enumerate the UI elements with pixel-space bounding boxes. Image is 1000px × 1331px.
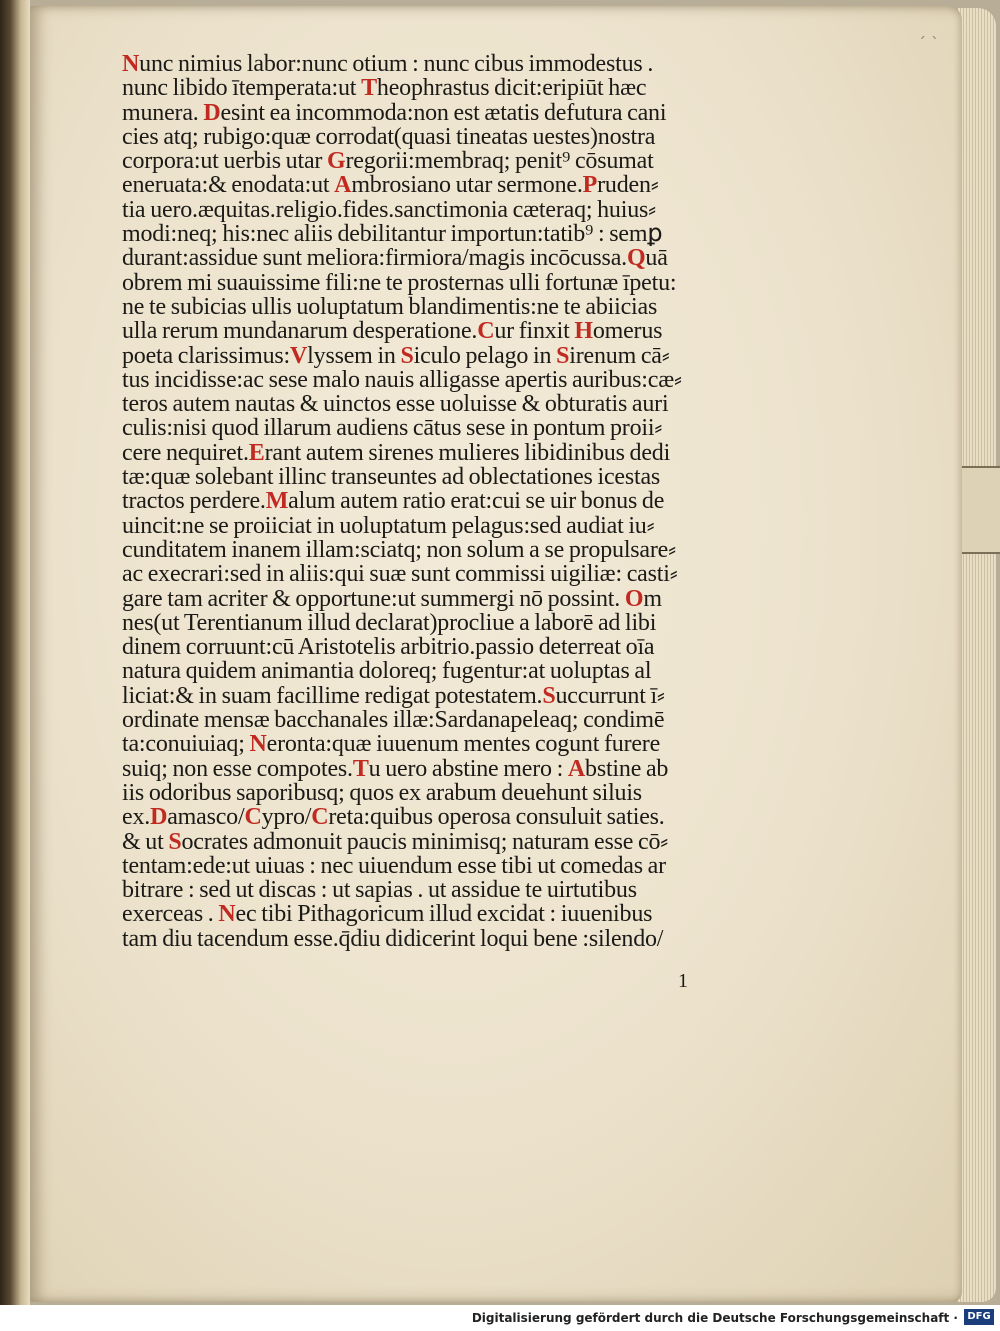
rubricated-initial: P (582, 172, 598, 199)
text-segment: esint ea incommoda:non est ætatis defutura cani (220, 99, 667, 126)
text-segment: poeta clarissimus: (122, 342, 291, 369)
text-segment: iculo pelago in (413, 342, 557, 369)
text-line (122, 246, 762, 270)
rubricated-initial: N (249, 731, 267, 758)
text-line (122, 514, 762, 538)
text-segment: regorii:membraq; penit⁹ cōsumat (345, 148, 654, 175)
rubricated-initial: O (624, 585, 644, 612)
text-segment: omerus (592, 318, 663, 345)
text-segment: corpora:ut uerbis utar (122, 148, 327, 175)
text-segment: uccurrunt ī⸗ (555, 682, 665, 709)
text-segment: ta:conuiuiaq; (122, 731, 250, 758)
text-line (122, 659, 762, 683)
page-number: 1 (678, 970, 688, 992)
text-segment: tia uero.æquitas.religio.fides.sanctimonia cæteraq; huius⸗ (122, 196, 656, 223)
text-segment: iis odoribus saporibusq; quos ex arabum deuehunt siluis (122, 779, 642, 806)
rubricated-initial: S (542, 682, 556, 709)
text-line (122, 271, 762, 295)
text-segment: cunditatem inanem illam:sciatq; non solum a se propulsare⸗ (122, 536, 676, 563)
text-segment: tam diu tacendum esse.q̄diu didicerint loqui bene :silendo/ (122, 925, 664, 952)
rubricated-initial: D (150, 804, 168, 831)
text-segment: ne te subicias ullis uoluptatum blandimentis:ne te abiicias (122, 293, 658, 320)
text-line (122, 611, 762, 635)
rubricated-initial: S (400, 342, 414, 369)
rubricated-initial: N (218, 901, 236, 928)
text-segment: eronta:quæ iuuenum mentes cogunt furere (266, 731, 661, 758)
left-page-edge (0, 0, 30, 1305)
text-segment: tæ:quæ solebant illinc transeuntes ad oblectationes icestas (122, 464, 661, 491)
rubricated-initial: N (122, 51, 140, 77)
text-segment: ulla rerum mundanarum desperatione. (122, 318, 478, 345)
text-segment: ec tibi Pithagoricum illud excidat : iuuenibus (235, 901, 653, 928)
text-line (122, 441, 762, 465)
text-segment: uā (645, 245, 668, 272)
text-line (122, 927, 762, 951)
text-segment: m (643, 585, 662, 612)
rubricated-initial: G (327, 148, 346, 175)
text-line (122, 684, 762, 708)
rubricated-initial: A (334, 172, 352, 199)
rubricated-initial: E (248, 439, 265, 466)
rubricated-initial: T (361, 75, 377, 102)
text-line (122, 52, 762, 76)
text-line (122, 149, 762, 173)
footer-bar (0, 1305, 1000, 1331)
text-line (122, 854, 762, 878)
text-segment: mbrosiano utar sermone. (351, 172, 583, 199)
text-segment: unc nimius labor:nunc otium : nunc cibus immodestus . (139, 51, 654, 77)
rubricated-initial: D (203, 99, 221, 126)
text-segment: reta:quibus operosa consuluit saties. (328, 804, 665, 831)
rubricated-initial: C (311, 804, 329, 831)
page-stack-edge (958, 8, 996, 1302)
text-segment: dinem corruunt:cū Aristotelis arbitrio.passio deterreat oīa (122, 634, 655, 661)
text-line (122, 781, 762, 805)
text-line (122, 198, 762, 222)
text-line (122, 101, 762, 125)
text-line (122, 392, 762, 416)
text-segment: culis:nisi quod illarum audiens cātus sese in pontum proii⸗ (122, 415, 663, 442)
text-line (122, 757, 762, 781)
rubricated-initial: Q (626, 245, 646, 272)
text-line (122, 902, 762, 926)
text-segment: eneruata:& enodata:ut (122, 172, 335, 199)
text-line (122, 805, 762, 829)
text-line (122, 368, 762, 392)
text-line (122, 465, 762, 489)
text-line (122, 878, 762, 902)
text-segment: suiq; non esse compotes. (122, 755, 353, 782)
text-line (122, 295, 762, 319)
text-line (122, 538, 762, 562)
text-segment: ypro/ (261, 804, 312, 831)
text-segment: obrem mi suauissime fili:ne te prosternas ulli fortunæ īpetu: (122, 269, 677, 296)
text-segment: alum autem ratio erat:cui se uir bonus de (288, 488, 665, 515)
text-segment: irenum cā⸗ (569, 342, 670, 369)
text-line (122, 319, 762, 343)
rubricated-initial: V (290, 342, 308, 369)
text-line (122, 587, 762, 611)
text-segment: ex. (122, 804, 151, 831)
text-segment: tus incidisse:ac sese malo nauis alligasse apertis auribus:cæ⸗ (122, 366, 682, 393)
text-segment: tentam:ede:ut uiuas : nec uiuendum esse tibi ut comedas ar (122, 852, 666, 879)
funding-credit: Digitalisierung gefördert durch die Deutsche Forschungsgemeinschaft · (471, 1311, 958, 1325)
text-line (122, 830, 762, 854)
corner-marks: ˊ ˋ (918, 34, 940, 53)
text-segment: cere nequiret. (122, 439, 249, 466)
text-segment: ac execrari:sed in aliis:qui suæ sunt commissi uigiliæ: casti⸗ (122, 561, 678, 588)
page-text (122, 52, 762, 951)
text-line (122, 344, 762, 368)
text-segment: ur finxit (494, 318, 575, 345)
rubricated-initial: T (352, 755, 369, 782)
text-segment: amasco/ (167, 804, 245, 831)
text-line (122, 732, 762, 756)
text-line (122, 173, 762, 197)
rubricated-initial: M (265, 488, 289, 515)
text-segment: ordinate mensæ bacchanales illæ:Sardanapeleaq; condimē (122, 707, 665, 734)
text-line (122, 416, 762, 440)
text-segment: heophrastus dicit:eripiūt hæc (376, 75, 647, 102)
text-segment: & ut (122, 828, 169, 855)
rubricated-initial: C (477, 318, 495, 345)
text-segment: uincit:ne se proiiciat in uoluptatum pelagus:sed audiat iu⸗ (122, 512, 655, 539)
text-segment: exerceas . (122, 901, 219, 928)
text-segment: nes(ut Terentianum illud declarat)procliue a laborē ad libi (122, 609, 657, 636)
text-segment: u uero abstine mero : (368, 755, 568, 782)
text-segment: ruden⸗ (597, 172, 659, 199)
rubricated-initial: H (574, 318, 593, 345)
text-segment: gare tam acriter & opportune:ut summergi nō possint. (122, 585, 625, 612)
text-line (122, 562, 762, 586)
text-segment: durant:assidue sunt meliora:firmiora/magis incōcussa. (122, 245, 627, 272)
dfg-logo: DFG (964, 1309, 994, 1325)
text-segment: cies atq; rubigo:quæ corrodat(quasi tineatas uestes)nostra (122, 123, 656, 150)
text-segment: rant autem sirenes mulieres libidinibus dedi (264, 439, 671, 466)
text-segment: bstine ab (585, 755, 669, 782)
text-line (122, 708, 762, 732)
text-segment: lyssem in (307, 342, 401, 369)
rubricated-initial: C (244, 804, 262, 831)
text-segment: munera. (122, 99, 204, 126)
rubricated-initial: S (168, 828, 182, 855)
text-segment: bitrare : sed ut discas : ut sapias . ut assidue te uirtutibus (122, 877, 637, 904)
text-segment: teros autem nautas & uinctos esse uoluisse & obturatis auri (122, 391, 669, 418)
text-segment: modi:neq; his:nec aliis debilitantur importun:tatib⁹ : semꝑ (122, 221, 663, 248)
text-line (122, 125, 762, 149)
text-segment: tractos perdere. (122, 488, 266, 515)
text-line (122, 222, 762, 246)
text-segment: natura quidem animantia doloreq; fugentur:at uoluptas al (122, 658, 652, 685)
rubricated-initial: A (567, 755, 586, 782)
text-segment: nunc libido ītemperata:ut (122, 75, 362, 102)
text-line (122, 76, 762, 100)
text-line (122, 635, 762, 659)
text-segment: ocrates admonuit paucis minimisq; naturam esse cō⸗ (181, 828, 669, 855)
rubricated-initial: S (556, 342, 570, 369)
text-line (122, 489, 762, 513)
text-segment: liciat:& in suam facillime redigat potestatem. (122, 682, 543, 709)
